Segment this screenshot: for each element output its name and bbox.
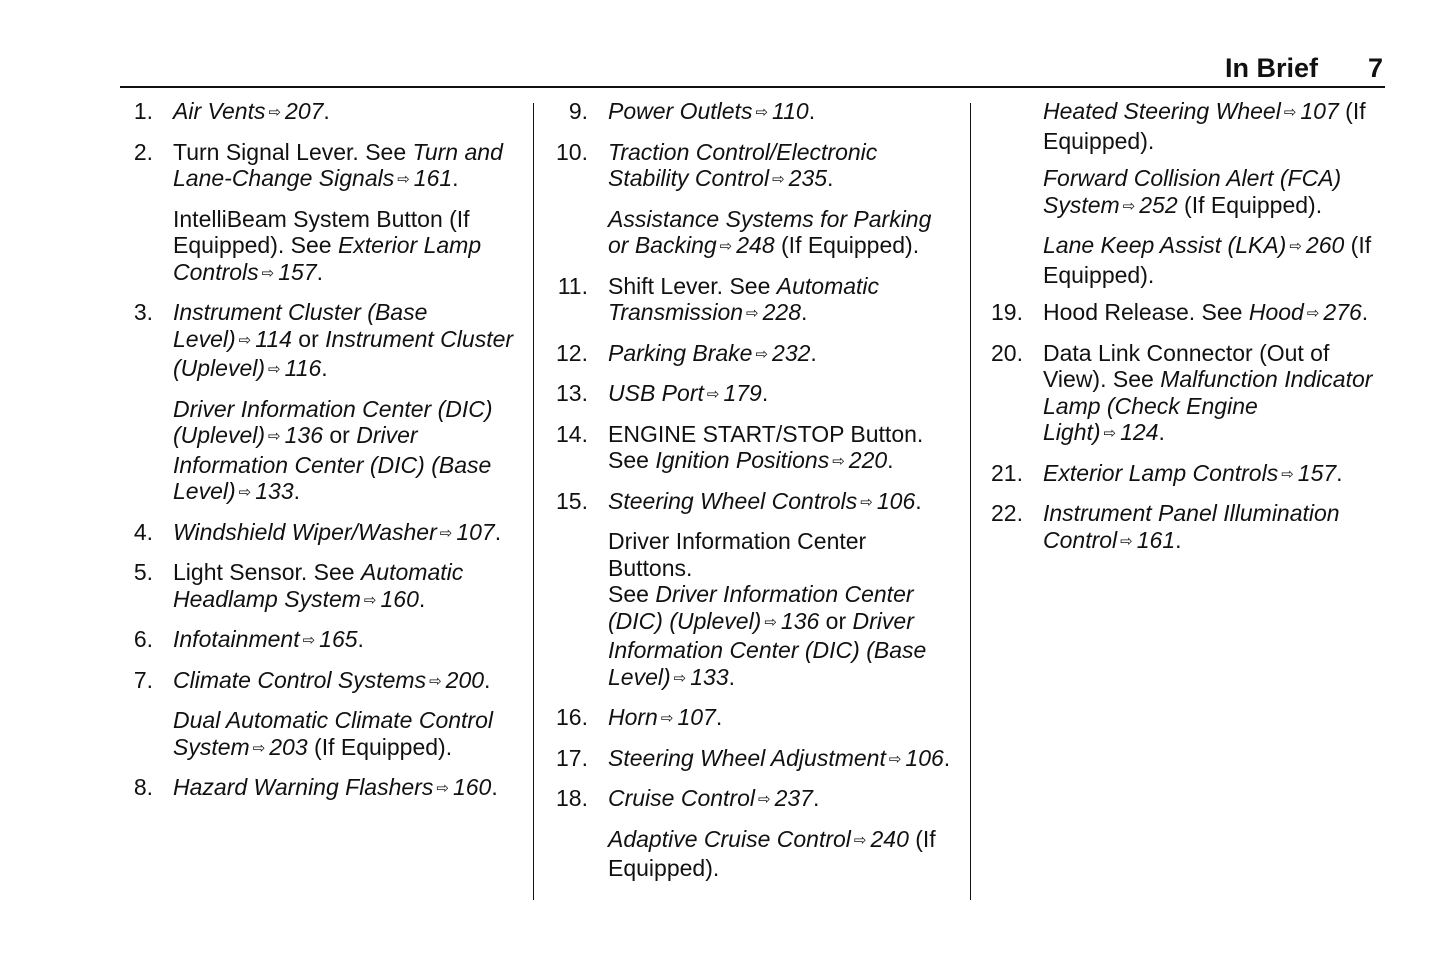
item-paragraph [173,98,520,128]
body-text: IntelliBeam System Button (If Equipped). See [173,205,470,258]
cross-reference-title: Ignition Positions [655,447,830,473]
page-reference[interactable]: ⇨ 240 [851,826,909,852]
page-reference[interactable]: ⇨ 133 [671,664,729,690]
list-item [555,745,955,775]
body-text: . [812,785,820,811]
list-item [555,421,955,477]
item-number: 19. [991,299,1023,325]
list-item [120,139,520,289]
item-paragraph [608,528,955,581]
item-paragraph [608,826,955,882]
item-paragraph [608,380,955,410]
cross-reference-title: Climate Control Systems [173,666,427,693]
page-reference[interactable]: ⇨ 136 [265,422,323,448]
list-item [555,98,955,128]
cross-reference-title: Exterior Lamp Controls [173,232,482,285]
list-item [120,626,520,656]
page-reference[interactable]: ⇨ 106 [857,488,915,514]
page-reference[interactable]: ⇨ 232 [752,340,810,366]
body-text: . [827,165,834,191]
page-reference[interactable]: ⇨ 228 [743,299,801,325]
body-text: . [1158,419,1165,445]
list-item [555,273,955,329]
item-paragraph [173,299,520,385]
column-divider [970,103,971,900]
body-text: . [715,704,723,730]
page-reference[interactable]: ⇨ 179 [704,380,762,406]
cross-reference-title: Instrument Cluster (Uplevel) [173,325,514,381]
page-reference[interactable]: ⇨ 235 [769,165,827,191]
body-text: Hood Release. See [1043,299,1249,325]
cross-reference-title: Automatic Transmission [608,272,880,325]
item-paragraph [173,707,520,763]
body-text: See [608,581,656,607]
item-paragraph [608,139,955,195]
page-reference[interactable]: ⇨ 116 [265,355,321,381]
body-text: (If Equipped). [1043,232,1372,288]
list-item [555,380,955,410]
body-text: . [761,380,769,406]
cross-reference-title: Lane Keep Assist (LKA) [1043,232,1287,258]
body-text: Data Link Connector (Out of View). See [1043,339,1330,392]
item-number: 15. [556,487,588,514]
body-text: . [915,487,922,514]
item-number: 22. [991,500,1023,526]
body-text: . [321,355,328,381]
item-number: 4. [133,518,153,545]
body-text: or [322,422,357,448]
cross-reference-title: Assistance Systems for Parking or Backing [608,205,932,258]
page-reference[interactable]: ⇨ 157 [259,259,317,285]
list-item [555,785,955,882]
cross-reference-title: Forward Collision Alert (FCA) System [1043,165,1342,218]
item-number: 18. [556,785,588,811]
page-number: 7 [1367,53,1383,83]
item-paragraph [1043,98,1380,154]
page-reference[interactable]: ⇨ 161 [394,165,452,191]
body-text: Turn Signal Lever. See [173,138,413,165]
item-number: 17. [556,744,588,771]
page-reference[interactable]: ⇨ 124 [1101,419,1159,445]
page-reference[interactable]: ⇨ 237 [755,785,813,811]
header-rule [120,86,1385,88]
section-title: In Brief [1224,53,1318,83]
page-reference[interactable]: ⇨ 107 [437,519,495,545]
cross-reference-title: Air Vents [173,98,266,124]
item-paragraph [608,98,955,128]
page-header [1225,52,1383,84]
cross-reference-title: Driver Information Center (DIC) (Base Level) [173,422,492,504]
item-number: 16. [556,704,588,730]
cross-reference-title: Hood [1248,299,1304,325]
item-paragraph [1043,340,1380,449]
list-item [120,519,520,549]
cross-reference-title: Infotainment [173,626,300,652]
body-text: . [323,98,330,124]
column-3 [990,98,1380,567]
page-reference[interactable]: ⇨ 160 [433,774,491,800]
item-paragraph [173,559,520,615]
item-number: 21. [991,459,1023,486]
page-reference[interactable]: ⇨ 136 [761,608,819,634]
item-number: 11. [557,272,588,299]
item-number: 12. [556,339,588,366]
list-item [990,98,1380,288]
list-item [555,488,955,694]
cross-reference-title: Instrument Cluster (Base Level) [173,299,428,352]
cross-reference-title: Malfunction Indicator Lamp (Check Engine Light) [1043,366,1373,445]
column-2 [555,98,955,893]
list-item [555,340,955,370]
item-paragraph [1043,500,1380,556]
page-reference[interactable]: ⇨ 252 [1120,192,1178,218]
item-paragraph [608,745,955,775]
item-paragraph [1043,299,1380,329]
body-text: . [316,258,323,285]
body-text: . [491,774,498,800]
item-paragraph [608,581,955,693]
body-text: (If Equipped). [774,232,920,258]
body-text: . [943,744,951,771]
body-text: ENGINE START/STOP Button. See [608,420,924,473]
item-number: 8. [133,774,153,800]
body-text: . [801,299,808,325]
body-text: . [728,663,735,690]
list-item [555,704,955,734]
item-paragraph [173,396,520,508]
item-paragraph [1043,460,1380,490]
item-number: 14. [556,420,588,447]
body-text: . [1175,526,1182,553]
body-text: . [452,165,459,191]
list-item [990,500,1380,556]
body-text: (If Equipped). [307,733,453,760]
item-paragraph [608,340,955,370]
item-number: 7. [133,666,153,693]
item-number: 2. [133,138,153,165]
item-paragraph [173,626,520,656]
item-paragraph [608,206,955,262]
cross-reference-title: USB Port [608,380,704,406]
item-number: 5. [133,559,153,585]
page-reference[interactable]: ⇨ 107 [658,704,716,730]
item-paragraph [173,667,520,697]
item-paragraph [608,421,955,477]
list-item [555,139,955,262]
list-item [120,774,520,804]
item-number: 10. [556,138,588,165]
item-number: 3. [133,299,153,325]
body-text: . [810,339,817,366]
list-item [120,667,520,764]
body-text: Shift Lever. See [608,272,777,299]
body-text: . [484,666,491,693]
item-paragraph [608,488,955,518]
cross-reference-title: Cruise Control [608,785,755,811]
body-text: . [418,585,426,612]
list-item [120,299,520,508]
item-paragraph [173,774,520,804]
body-text: . [1336,459,1343,486]
page-reference[interactable]: ⇨ 107 [1281,98,1339,124]
cross-reference-title: Driver Information Center (DIC) (Uplevel) [608,581,914,634]
column-1 [120,98,520,815]
item-number: 9. [568,98,588,124]
page-reference[interactable]: ⇨ 114 [236,326,292,352]
cross-reference-title: Power Outlets [608,98,753,124]
cross-reference-title: Exterior Lamp Controls [1043,459,1279,486]
body-text: (If Equipped). [1177,191,1323,218]
cross-reference-title: Hazard Warning Flashers [173,774,434,800]
list-item [990,460,1380,490]
item-number: 6. [133,626,153,652]
body-text: Driver Information Center Buttons. [608,528,867,581]
body-text: . [1361,299,1369,325]
body-text: or [291,325,326,352]
cross-reference-title: Heated Steering Wheel [1043,98,1281,124]
column-divider [533,103,534,900]
page-reference[interactable]: ⇨ 203 [250,734,308,760]
list-item [990,299,1380,329]
item-paragraph [173,206,520,289]
body-text: . [808,98,816,124]
body-text: or [819,607,853,634]
page-reference[interactable]: ⇨ 133 [236,478,294,504]
page-reference[interactable]: ⇨ 161 [1117,527,1175,553]
item-paragraph [608,273,955,329]
cross-reference-title: Adaptive Cruise Control [608,825,851,852]
page-reference[interactable]: ⇨ 160 [361,586,419,612]
page-reference[interactable]: ⇨ 248 [717,232,775,258]
list-item [990,340,1380,449]
body-text: (If Equipped). [1043,98,1366,154]
body-text: . [357,626,364,652]
item-paragraph [173,139,520,195]
cross-reference-title: Steering Wheel Adjustment [608,744,886,771]
page-reference[interactable]: ⇨ 260 [1286,232,1344,258]
page-reference[interactable]: ⇨ 207 [265,98,323,124]
cross-reference-title: Parking Brake [608,339,753,366]
item-paragraph [1043,165,1380,221]
page-reference[interactable]: ⇨ 165 [300,626,358,652]
item-number: 20. [991,339,1023,366]
cross-reference-title: Traction Control/Electronic Stability Control [608,138,878,191]
cross-reference-title: Automatic Headlamp System [173,559,464,612]
item-number: 13. [556,380,588,406]
item-paragraph [608,785,955,815]
body-text: . [494,518,502,545]
cross-reference-title: Driver Information Center (DIC) (Base Level) [608,607,927,690]
body-text: . [293,478,300,504]
page-reference[interactable]: ⇨ 200 [426,667,484,693]
page-reference[interactable]: ⇨ 220 [829,447,887,473]
body-text: (If Equipped). [608,825,936,881]
item-paragraph [173,519,520,549]
cross-reference-title: Driver Information Center (DIC) (Uplevel) [173,395,493,448]
item-number: 1. [133,98,153,124]
page-reference[interactable]: ⇨ 276 [1304,299,1362,325]
page-reference[interactable]: ⇨ 106 [886,745,944,771]
list-item [120,98,520,128]
cross-reference-title: Steering Wheel Controls [608,487,858,514]
cross-reference-title: Windshield Wiper/Washer [173,518,437,545]
cross-reference-title: Horn [608,704,658,730]
page-reference[interactable]: ⇨ 110 [752,98,808,124]
body-text: . [887,447,894,473]
cross-reference-title: Dual Automatic Climate Control System [173,707,493,760]
page-reference[interactable]: ⇨ 157 [1278,460,1336,486]
item-paragraph [608,704,955,734]
cross-reference-title: Instrument Panel Illumination Control [1043,500,1340,553]
body-text: Light Sensor. See [173,559,361,585]
item-paragraph [1043,232,1380,288]
list-item [120,559,520,615]
cross-reference-title: Turn and Lane-Change Signals [173,138,503,191]
